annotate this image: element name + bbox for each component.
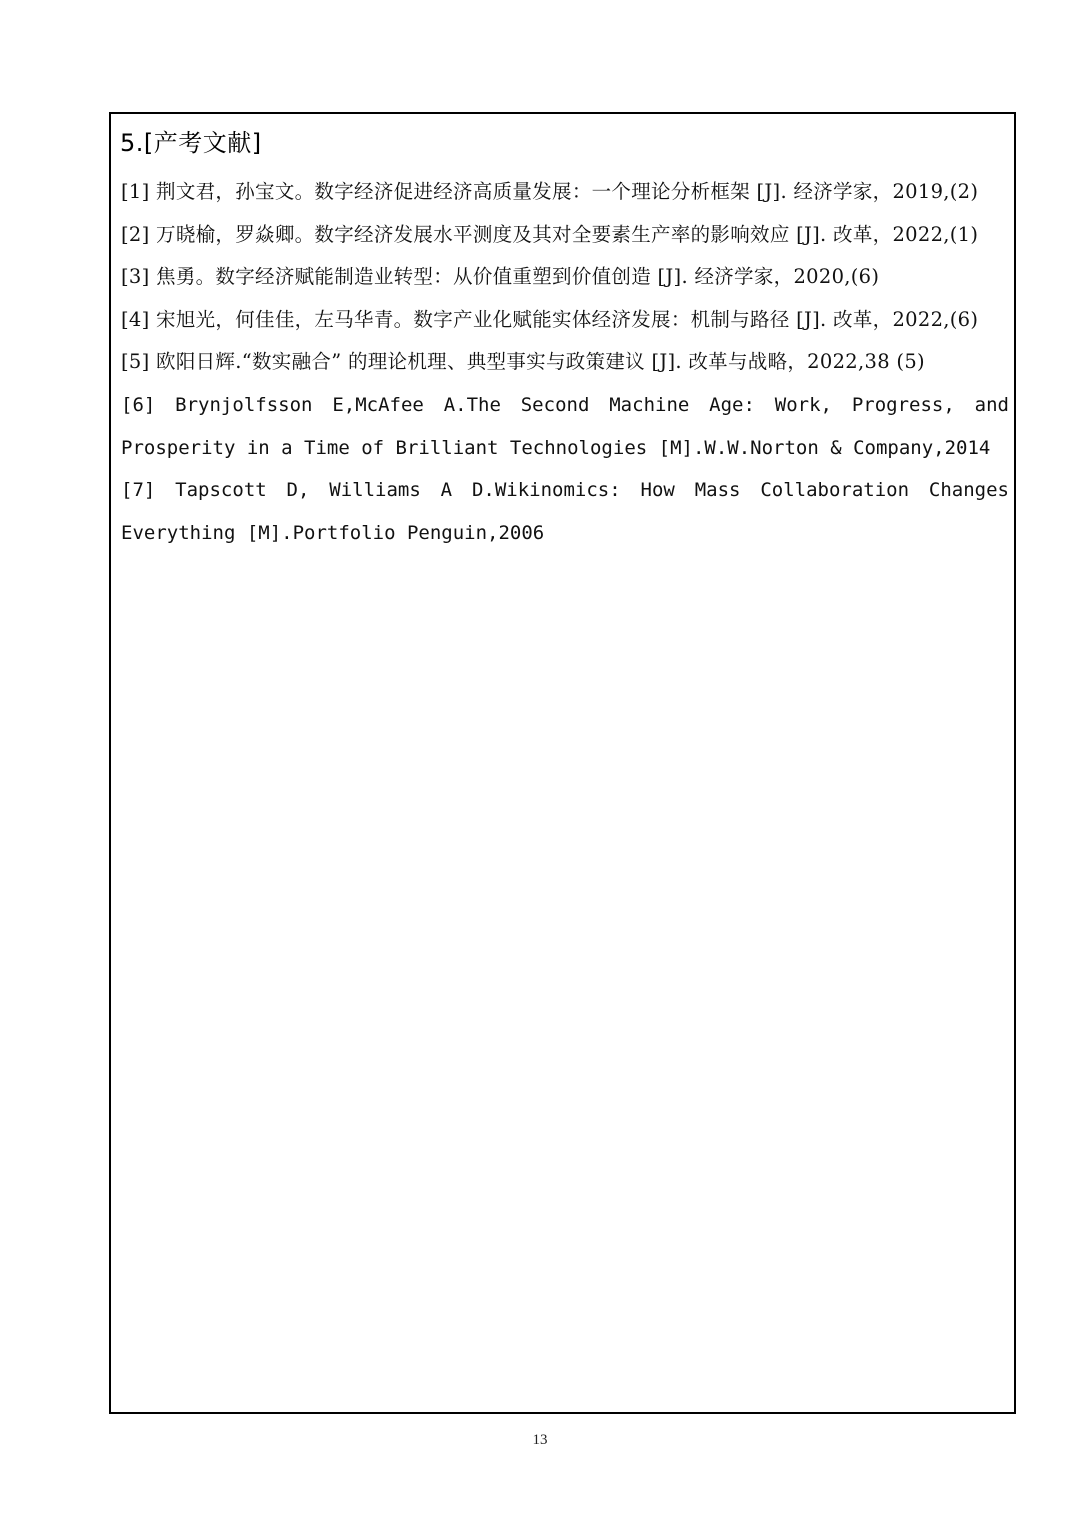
reference-item-5: [5] 欧阳日辉.“数实融合” 的理论机理、典型事实与政策建议 [J]. 改革与战略，2022,38 (5) bbox=[121, 350, 925, 374]
reference-item-4: [4] 宋旭光，何佳佳，左马华青。数字产业化赋能实体经济发展：机制与路径 [J]. 改革，2022,(6) bbox=[121, 307, 979, 331]
reference-list bbox=[121, 171, 1009, 554]
reference-item-1: [1] 荆文君，孙宝文。数字经济促进经济高质量发展：一个理论分析框架 [J]. 经济学家，2019,(2) bbox=[121, 180, 979, 203]
section-title: 5.[产考文献] bbox=[120, 129, 262, 157]
reference-item-3: [3] 焦勇。数字经济赋能制造业转型：从价值重塑到价值创造 [J]. 经济学家，2020,(6) bbox=[121, 265, 880, 289]
reference-item-2: [2] 万晓榆，罗焱卿。数字经济发展水平测度及其对全要素生产率的影响效应 [J]. 改革，2022,(1) bbox=[121, 222, 979, 246]
reference-item-6: [6] Brynjolfsson E,McAfee A.The Second Machine Age: Work, Progress, and Prosperity in a Time of Brilliant Technologies [M].W.W.Norton & Company,2014 bbox=[121, 393, 1009, 459]
reference-item-7: [7] Tapscott D, Williams A D.Wikinomics: How Mass Collaboration Changes Everything [M].Portfolio Penguin,2006 bbox=[121, 479, 1009, 544]
page-number: 13 bbox=[532, 1432, 548, 1448]
